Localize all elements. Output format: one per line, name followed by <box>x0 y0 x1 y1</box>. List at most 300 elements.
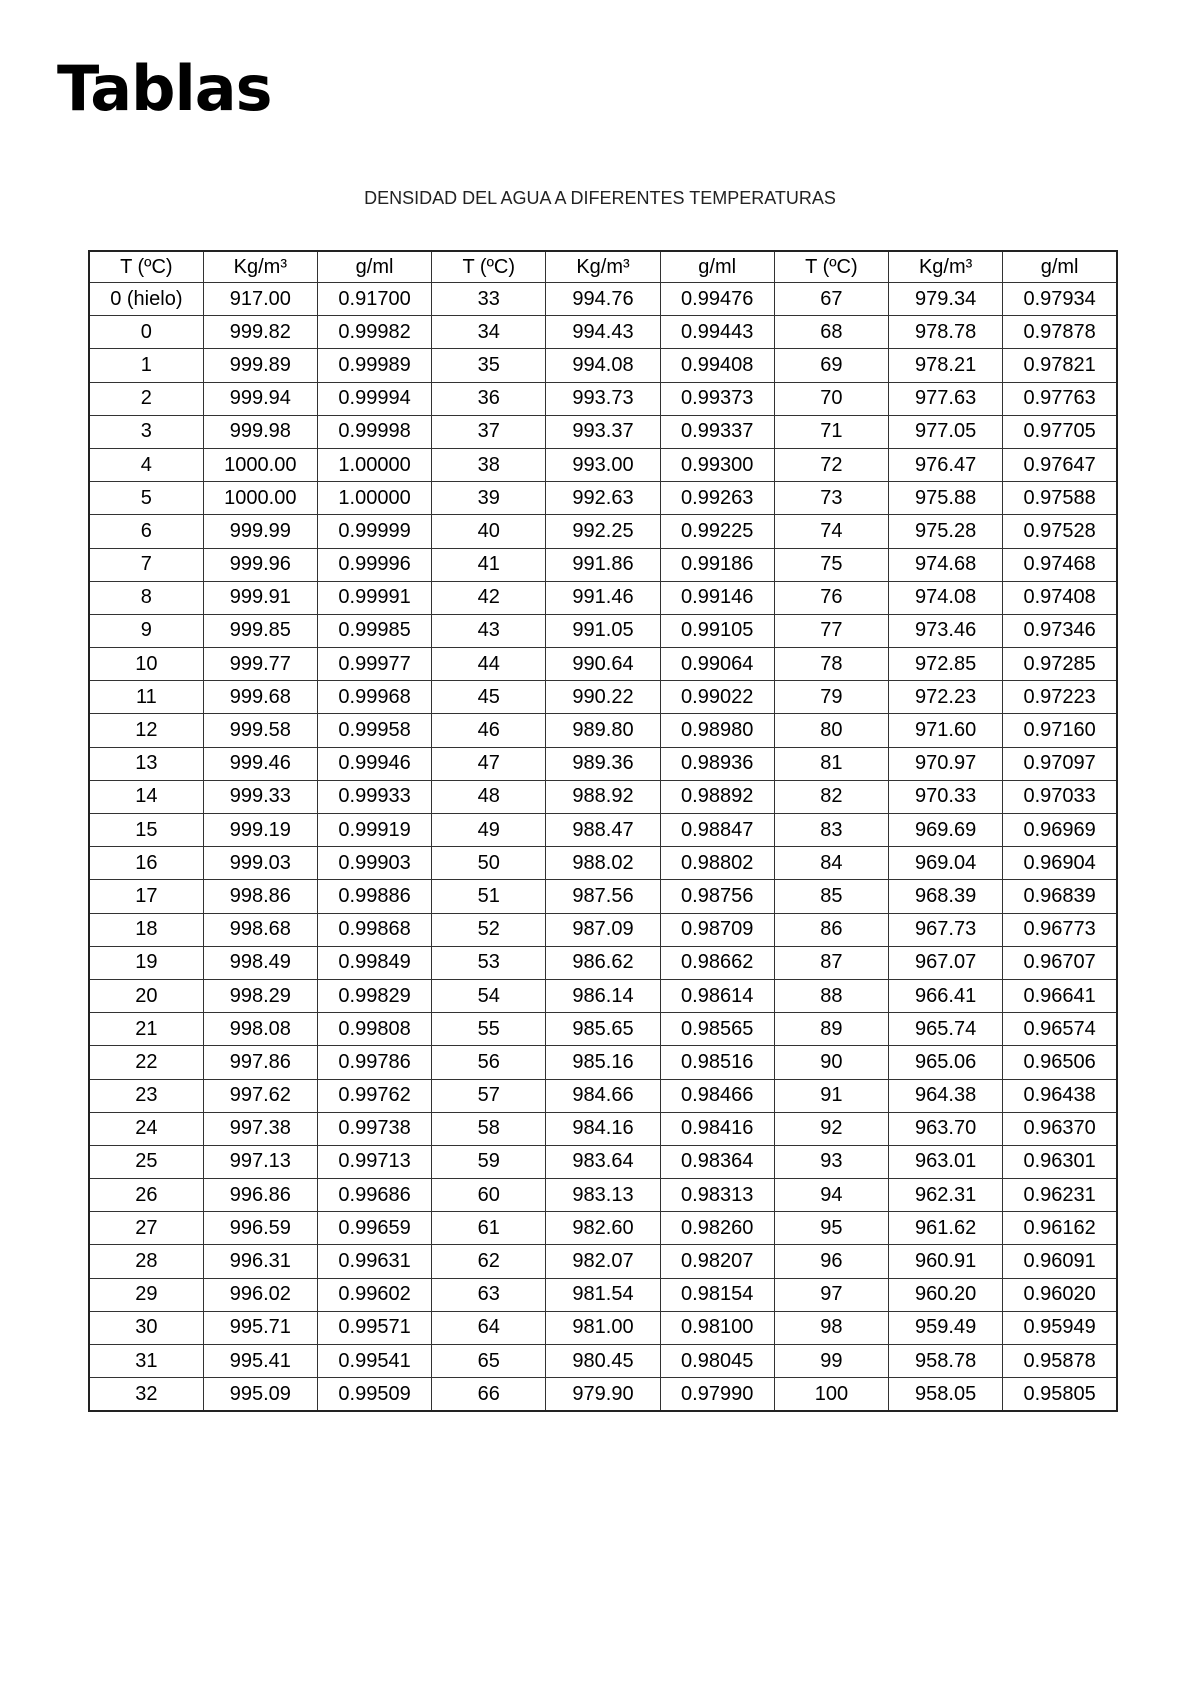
table-cell: 994.08 <box>546 349 660 382</box>
table-cell: 76 <box>774 581 888 614</box>
table-cell: 1.00000 <box>317 448 431 481</box>
table-cell: 999.91 <box>203 581 317 614</box>
table-cell: 995.41 <box>203 1345 317 1378</box>
table-cell: 43 <box>432 614 546 647</box>
table-cell: 0.96506 <box>1003 1046 1117 1079</box>
table-cell: 86 <box>774 913 888 946</box>
table-row <box>89 1245 1117 1278</box>
table-cell: 0.99713 <box>317 1145 431 1178</box>
table-cell: 999.03 <box>203 847 317 880</box>
table-cell: 59 <box>432 1145 546 1178</box>
table-cell: 970.97 <box>889 747 1003 780</box>
table-row <box>89 747 1117 780</box>
table-cell: 992.63 <box>546 482 660 515</box>
table-cell: 0.99571 <box>317 1311 431 1344</box>
table-cell: 999.99 <box>203 515 317 548</box>
table-cell: 987.56 <box>546 880 660 913</box>
table-cell: 89 <box>774 1013 888 1046</box>
table-cell: 0.97285 <box>1003 648 1117 681</box>
table-cell: 999.19 <box>203 814 317 847</box>
table-cell: 68 <box>774 316 888 349</box>
table-cell: 965.74 <box>889 1013 1003 1046</box>
table-cell: 0.96839 <box>1003 880 1117 913</box>
table-cell: 972.23 <box>889 681 1003 714</box>
table-cell: 0.99631 <box>317 1245 431 1278</box>
table-cell: 0.97990 <box>660 1378 774 1412</box>
table-cell: 51 <box>432 880 546 913</box>
table-row <box>89 1079 1117 1112</box>
table-cell: 963.70 <box>889 1112 1003 1145</box>
table-cell: 998.68 <box>203 913 317 946</box>
table-cell: 974.68 <box>889 548 1003 581</box>
table-cell: 990.64 <box>546 648 660 681</box>
table-cell: 996.86 <box>203 1179 317 1212</box>
table-cell: 10 <box>89 648 203 681</box>
column-header: Kg/m³ <box>203 251 317 283</box>
table-cell: 0.99337 <box>660 415 774 448</box>
table-cell: 3 <box>89 415 203 448</box>
table-cell: 22 <box>89 1046 203 1079</box>
table-cell: 0.98980 <box>660 714 774 747</box>
table-cell: 989.36 <box>546 747 660 780</box>
table-cell: 0.98662 <box>660 946 774 979</box>
table-cell: 992.25 <box>546 515 660 548</box>
table-row <box>89 714 1117 747</box>
table-cell: 0.98100 <box>660 1311 774 1344</box>
column-header: g/ml <box>317 251 431 283</box>
table-cell: 0.96370 <box>1003 1112 1117 1145</box>
table-cell: 991.46 <box>546 581 660 614</box>
table-row <box>89 515 1117 548</box>
table-cell: 966.41 <box>889 979 1003 1012</box>
table-cell: 968.39 <box>889 880 1003 913</box>
table-row <box>89 482 1117 515</box>
table-row <box>89 448 1117 481</box>
table-cell: 0.98154 <box>660 1278 774 1311</box>
table-cell: 21 <box>89 1013 203 1046</box>
table-cell: 999.68 <box>203 681 317 714</box>
table-cell: 976.47 <box>889 448 1003 481</box>
column-header: Kg/m³ <box>546 251 660 283</box>
table-cell: 0.99373 <box>660 382 774 415</box>
table-cell: 998.86 <box>203 880 317 913</box>
table-cell: 998.49 <box>203 946 317 979</box>
table-cell: 974.08 <box>889 581 1003 614</box>
table-cell: 72 <box>774 448 888 481</box>
table-cell: 975.88 <box>889 482 1003 515</box>
table-cell: 0.99868 <box>317 913 431 946</box>
table-cell: 20 <box>89 979 203 1012</box>
table-cell: 66 <box>432 1378 546 1412</box>
table-cell: 87 <box>774 946 888 979</box>
table-cell: 993.00 <box>546 448 660 481</box>
table-cell: 0.99933 <box>317 780 431 813</box>
table-cell: 0.99996 <box>317 548 431 581</box>
table-cell: 994.76 <box>546 283 660 316</box>
table-cell: 95 <box>774 1212 888 1245</box>
table-cell: 93 <box>774 1145 888 1178</box>
table-cell: 917.00 <box>203 283 317 316</box>
table-cell: 47 <box>432 747 546 780</box>
table-cell: 971.60 <box>889 714 1003 747</box>
table-cell: 100 <box>774 1378 888 1412</box>
table-cell: 64 <box>432 1311 546 1344</box>
table-cell: 11 <box>89 681 203 714</box>
table-cell: 16 <box>89 847 203 880</box>
table-cell: 999.82 <box>203 316 317 349</box>
table-cell: 0.96574 <box>1003 1013 1117 1046</box>
table-cell: 979.34 <box>889 283 1003 316</box>
table-cell: 0.97223 <box>1003 681 1117 714</box>
water-density-table <box>88 250 1118 1412</box>
table-cell: 42 <box>432 581 546 614</box>
table-cell: 0.98936 <box>660 747 774 780</box>
table-row <box>89 1046 1117 1079</box>
table-cell: 960.91 <box>889 1245 1003 1278</box>
table-cell: 0.97878 <box>1003 316 1117 349</box>
table-cell: 0.97097 <box>1003 747 1117 780</box>
table-cell: 0.99977 <box>317 648 431 681</box>
table-cell: 0.96904 <box>1003 847 1117 880</box>
table-cell: 0.99408 <box>660 349 774 382</box>
table-cell: 986.62 <box>546 946 660 979</box>
table-cell: 32 <box>89 1378 203 1412</box>
table-cell: 2 <box>89 382 203 415</box>
table-cell: 23 <box>89 1079 203 1112</box>
table-cell: 0.97763 <box>1003 382 1117 415</box>
table-cell: 49 <box>432 814 546 847</box>
table-cell: 53 <box>432 946 546 979</box>
table-cell: 81 <box>774 747 888 780</box>
table-cell: 96 <box>774 1245 888 1278</box>
column-header: T (ºC) <box>432 251 546 283</box>
table-cell: 970.33 <box>889 780 1003 813</box>
table-cell: 996.59 <box>203 1212 317 1245</box>
table-cell: 989.80 <box>546 714 660 747</box>
table-cell: 996.02 <box>203 1278 317 1311</box>
table-cell: 35 <box>432 349 546 382</box>
table-cell: 6 <box>89 515 203 548</box>
table-row <box>89 316 1117 349</box>
table-cell: 998.08 <box>203 1013 317 1046</box>
table-row <box>89 814 1117 847</box>
table-cell: 1 <box>89 349 203 382</box>
table-cell: 0.96091 <box>1003 1245 1117 1278</box>
table-cell: 0.98260 <box>660 1212 774 1245</box>
table-cell: 958.05 <box>889 1378 1003 1412</box>
table-cell: 0.97408 <box>1003 581 1117 614</box>
column-header: g/ml <box>660 251 774 283</box>
table-cell: 0.96162 <box>1003 1212 1117 1245</box>
table-cell: 9 <box>89 614 203 647</box>
table-cell: 0.98416 <box>660 1112 774 1145</box>
table-cell: 978.78 <box>889 316 1003 349</box>
table-cell: 977.63 <box>889 382 1003 415</box>
table-cell: 988.02 <box>546 847 660 880</box>
table-cell: 24 <box>89 1112 203 1145</box>
table-cell: 77 <box>774 614 888 647</box>
table-row <box>89 1013 1117 1046</box>
table-cell: 994.43 <box>546 316 660 349</box>
table-cell: 0.99443 <box>660 316 774 349</box>
table-cell: 56 <box>432 1046 546 1079</box>
table-cell: 25 <box>89 1145 203 1178</box>
table-cell: 0.99509 <box>317 1378 431 1412</box>
table-cell: 0.98614 <box>660 979 774 1012</box>
table-cell: 26 <box>89 1179 203 1212</box>
table-cell: 29 <box>89 1278 203 1311</box>
table-cell: 997.38 <box>203 1112 317 1145</box>
table-cell: 0.99999 <box>317 515 431 548</box>
table-cell: 993.73 <box>546 382 660 415</box>
table-row <box>89 614 1117 647</box>
table-cell: 83 <box>774 814 888 847</box>
table-cell: 0.99919 <box>317 814 431 847</box>
table-cell: 97 <box>774 1278 888 1311</box>
table-cell: 31 <box>89 1345 203 1378</box>
page-title: Tablas <box>57 52 272 125</box>
table-row <box>89 1179 1117 1212</box>
table-cell: 98 <box>774 1311 888 1344</box>
table-cell: 52 <box>432 913 546 946</box>
table-cell: 999.33 <box>203 780 317 813</box>
table-cell: 0.99686 <box>317 1179 431 1212</box>
table-cell: 981.00 <box>546 1311 660 1344</box>
table-row <box>89 382 1117 415</box>
table-cell: 58 <box>432 1112 546 1145</box>
table-cell: 99 <box>774 1345 888 1378</box>
table-cell: 0.99476 <box>660 283 774 316</box>
table-cell: 996.31 <box>203 1245 317 1278</box>
table-header <box>89 251 1117 283</box>
table-cell: 5 <box>89 482 203 515</box>
table-row <box>89 1378 1117 1412</box>
table-cell: 997.13 <box>203 1145 317 1178</box>
table-cell: 962.31 <box>889 1179 1003 1212</box>
table-row <box>89 1145 1117 1178</box>
table-cell: 0.98709 <box>660 913 774 946</box>
table-cell: 69 <box>774 349 888 382</box>
table-cell: 0.99762 <box>317 1079 431 1112</box>
table-cell: 67 <box>774 283 888 316</box>
table-cell: 964.38 <box>889 1079 1003 1112</box>
table-cell: 0.98565 <box>660 1013 774 1046</box>
table-cell: 972.85 <box>889 648 1003 681</box>
table-row <box>89 780 1117 813</box>
table-cell: 0.99994 <box>317 382 431 415</box>
table-cell: 60 <box>432 1179 546 1212</box>
table-cell: 0.99659 <box>317 1212 431 1245</box>
table-cell: 0.91700 <box>317 283 431 316</box>
table-cell: 0.99946 <box>317 747 431 780</box>
table-cell: 999.89 <box>203 349 317 382</box>
table-cell: 33 <box>432 283 546 316</box>
table-cell: 0.99186 <box>660 548 774 581</box>
table-body <box>89 283 1117 1412</box>
table-row <box>89 648 1117 681</box>
table-cell: 54 <box>432 979 546 1012</box>
table-cell: 965.06 <box>889 1046 1003 1079</box>
table-cell: 0.96773 <box>1003 913 1117 946</box>
table-cell: 999.46 <box>203 747 317 780</box>
table-cell: 34 <box>432 316 546 349</box>
table-row <box>89 681 1117 714</box>
table-cell: 37 <box>432 415 546 448</box>
table-cell: 74 <box>774 515 888 548</box>
table-cell: 960.20 <box>889 1278 1003 1311</box>
table-cell: 92 <box>774 1112 888 1145</box>
table-cell: 4 <box>89 448 203 481</box>
table-cell: 991.05 <box>546 614 660 647</box>
table-cell: 0.97934 <box>1003 283 1117 316</box>
table-row <box>89 283 1117 316</box>
table-cell: 80 <box>774 714 888 747</box>
table-cell: 993.37 <box>546 415 660 448</box>
column-header: g/ml <box>1003 251 1117 283</box>
table-cell: 62 <box>432 1245 546 1278</box>
table-title: DENSIDAD DEL AGUA A DIFERENTES TEMPERATURAS <box>364 188 836 208</box>
table-cell: 94 <box>774 1179 888 1212</box>
table-cell: 997.86 <box>203 1046 317 1079</box>
table-cell: 987.09 <box>546 913 660 946</box>
table-cell: 958.78 <box>889 1345 1003 1378</box>
table-cell: 0.99105 <box>660 614 774 647</box>
table-cell: 0.99968 <box>317 681 431 714</box>
table-cell: 0.97821 <box>1003 349 1117 382</box>
table-cell: 45 <box>432 681 546 714</box>
table-row <box>89 581 1117 614</box>
table-cell: 984.66 <box>546 1079 660 1112</box>
table-cell: 991.86 <box>546 548 660 581</box>
table-cell: 0.96301 <box>1003 1145 1117 1178</box>
table-cell: 0.99022 <box>660 681 774 714</box>
table-cell: 84 <box>774 847 888 880</box>
table-cell: 88 <box>774 979 888 1012</box>
table-cell: 0.97160 <box>1003 714 1117 747</box>
column-header: T (ºC) <box>774 251 888 283</box>
table-cell: 70 <box>774 382 888 415</box>
table-cell: 0.99786 <box>317 1046 431 1079</box>
table-cell: 969.04 <box>889 847 1003 880</box>
table-cell: 7 <box>89 548 203 581</box>
table-cell: 0 (hielo) <box>89 283 203 316</box>
table-cell: 0.98847 <box>660 814 774 847</box>
table-cell: 0.97647 <box>1003 448 1117 481</box>
table-cell: 999.96 <box>203 548 317 581</box>
table-cell: 975.28 <box>889 515 1003 548</box>
table-cell: 999.77 <box>203 648 317 681</box>
table-cell: 999.98 <box>203 415 317 448</box>
table-row <box>89 880 1117 913</box>
table-cell: 961.62 <box>889 1212 1003 1245</box>
table-cell: 0.95805 <box>1003 1378 1117 1412</box>
table-cell: 999.94 <box>203 382 317 415</box>
table-cell: 985.16 <box>546 1046 660 1079</box>
table-cell: 71 <box>774 415 888 448</box>
table-cell: 57 <box>432 1079 546 1112</box>
table-cell: 0.99602 <box>317 1278 431 1311</box>
table-cell: 0.99958 <box>317 714 431 747</box>
table-cell: 984.16 <box>546 1112 660 1145</box>
table-cell: 30 <box>89 1311 203 1344</box>
table-cell: 0.96020 <box>1003 1278 1117 1311</box>
table-cell: 0.99225 <box>660 515 774 548</box>
table-cell: 0.98802 <box>660 847 774 880</box>
column-header: Kg/m³ <box>889 251 1003 283</box>
table-cell: 982.07 <box>546 1245 660 1278</box>
table-cell: 967.73 <box>889 913 1003 946</box>
table-cell: 0.99738 <box>317 1112 431 1145</box>
table-cell: 0.97588 <box>1003 482 1117 515</box>
table-row <box>89 1311 1117 1344</box>
table-cell: 997.62 <box>203 1079 317 1112</box>
table-cell: 963.01 <box>889 1145 1003 1178</box>
table-cell: 0.96707 <box>1003 946 1117 979</box>
table-cell: 91 <box>774 1079 888 1112</box>
table-cell: 0.97033 <box>1003 780 1117 813</box>
table-cell: 78 <box>774 648 888 681</box>
table-cell: 978.21 <box>889 349 1003 382</box>
table-cell: 983.13 <box>546 1179 660 1212</box>
table-cell: 46 <box>432 714 546 747</box>
table-row <box>89 1345 1117 1378</box>
table-cell: 0.99991 <box>317 581 431 614</box>
table-cell: 1000.00 <box>203 482 317 515</box>
table-row <box>89 1112 1117 1145</box>
table-row <box>89 1212 1117 1245</box>
header-row <box>89 251 1117 283</box>
table-cell: 0.98466 <box>660 1079 774 1112</box>
table-cell: 50 <box>432 847 546 880</box>
column-header: T (ºC) <box>89 251 203 283</box>
table-cell: 12 <box>89 714 203 747</box>
table-cell: 0.97468 <box>1003 548 1117 581</box>
table-cell: 995.09 <box>203 1378 317 1412</box>
table-cell: 0.99985 <box>317 614 431 647</box>
table-cell: 39 <box>432 482 546 515</box>
table-cell: 0.99903 <box>317 847 431 880</box>
table-cell: 0.98313 <box>660 1179 774 1212</box>
table-cell: 995.71 <box>203 1311 317 1344</box>
table-cell: 0 <box>89 316 203 349</box>
table-cell: 0.99998 <box>317 415 431 448</box>
table-cell: 0.99263 <box>660 482 774 515</box>
table-cell: 973.46 <box>889 614 1003 647</box>
table-cell: 981.54 <box>546 1278 660 1311</box>
table-cell: 1.00000 <box>317 482 431 515</box>
table-cell: 982.60 <box>546 1212 660 1245</box>
table-cell: 40 <box>432 515 546 548</box>
table-cell: 990.22 <box>546 681 660 714</box>
table-cell: 63 <box>432 1278 546 1311</box>
table-cell: 17 <box>89 880 203 913</box>
table-cell: 75 <box>774 548 888 581</box>
table-cell: 82 <box>774 780 888 813</box>
table-cell: 969.69 <box>889 814 1003 847</box>
table-row <box>89 548 1117 581</box>
table-cell: 0.97705 <box>1003 415 1117 448</box>
table-cell: 0.96969 <box>1003 814 1117 847</box>
table-cell: 980.45 <box>546 1345 660 1378</box>
table-cell: 979.90 <box>546 1378 660 1412</box>
table-cell: 986.14 <box>546 979 660 1012</box>
table-cell: 0.97528 <box>1003 515 1117 548</box>
table-cell: 0.96231 <box>1003 1179 1117 1212</box>
table-cell: 48 <box>432 780 546 813</box>
table-cell: 61 <box>432 1212 546 1245</box>
table-cell: 13 <box>89 747 203 780</box>
table-cell: 0.98364 <box>660 1145 774 1178</box>
